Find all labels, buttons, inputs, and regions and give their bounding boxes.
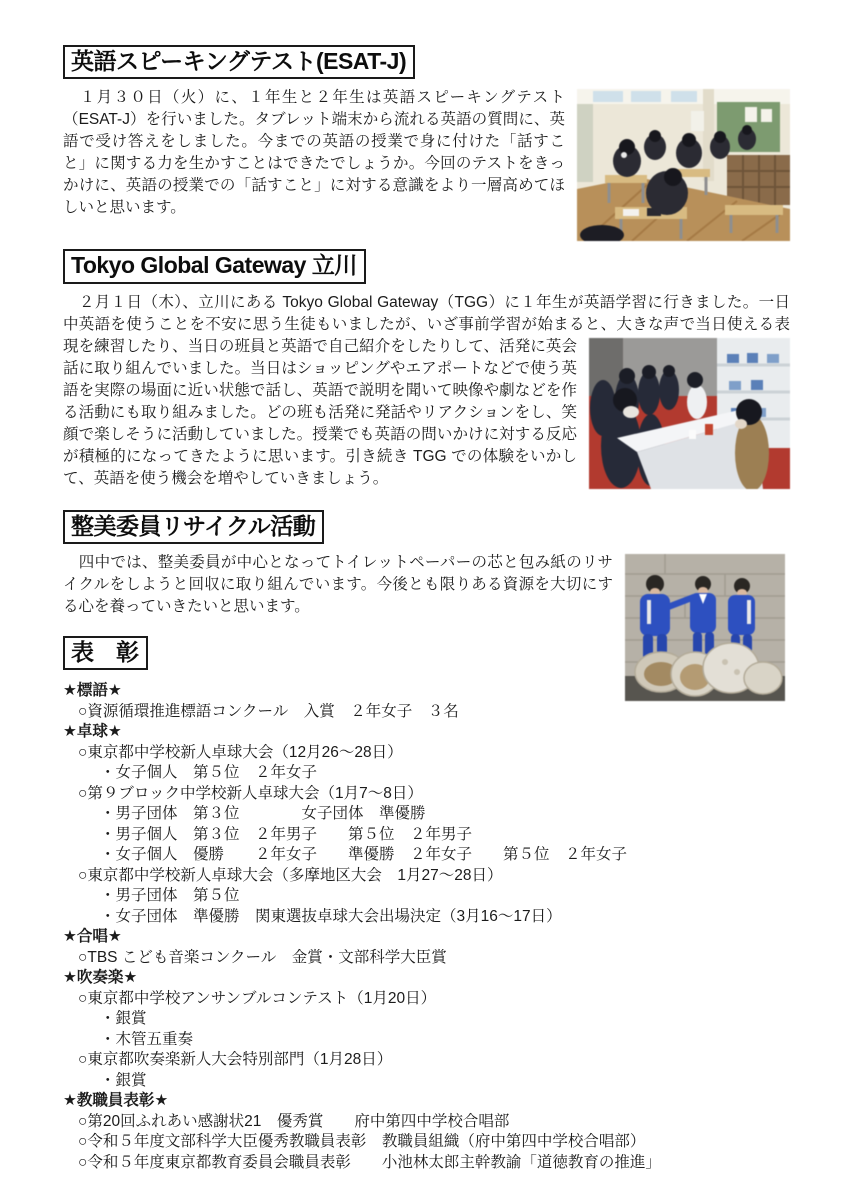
award-line: ○TBS こども音楽コンクール 金賞・文部科学大臣賞 [78,948,447,966]
tgg-paragraph-block [63,292,790,490]
awards-list [63,681,790,1173]
award-line: ○令和５年度東京都教育委員会職員表彰 小池林太郎主幹教諭「道徳教育の推進」 [78,1153,661,1171]
tgg-paragraph-rest: 班員と英語で自己紹介をしたりして、活発に英会話に取り組んでいました。当日はショッピングやエアポートなどで使う英語を実際の場面に近い状態で話し、英語で説明を聞いて映像や劇などを作る活動にも取り組みました。どの班も活発に発話やリアクションをし、笑顔で楽しそうに活動していました。授業でも英語の問いかけに対する反応が積極的になってきたように思います。引き続き TGG での体験をいかして、英語を使う機会を増やしていきましょう。 [63,337,577,487]
section-title-recycle: 整美委員リサイクル活動 [63,510,324,544]
award-line: ○第９ブロック中学校新人卓球大会（1月7～8日） [78,784,423,802]
award-line: ○東京都中学校新人卓球大会（12月26～28日） [78,743,403,761]
esatj-paragraph: １月３０日（火）に、１年生と２年生は英語スピーキングテスト（ESAT-J）を行いました。タブレット端末から流れる英語の質問に、英語で受け答えをしました。今までの英語の授業で身に付けた「話すこと」に関する力を生かすことはできたでしょうか。今回のテストをきっかけに、英語の授業での「話すこと」に対する意識をより一層高めてほしいと思います。 [63,89,565,217]
award-line: ★合唱★ [63,928,122,946]
award-line: ・男子個人 第３位 ２年男子 第５位 ２年男子 [100,825,473,843]
award-line: ・女子団体 準優勝 関東選抜卓球大会出場決定（3月16～17日） [100,907,562,925]
award-line: ○東京都中学校新人卓球大会（多摩地区大会 1月27～28日） [78,866,503,884]
award-line: ・女子個人 優勝 ２年女子 準優勝 ２年女子 第５位 ２年女子 [100,846,628,864]
award-line: ○令和５年度文部科学大臣優秀教職員表彰 教職員組織（府中第四中学校合唱部） [78,1133,646,1151]
award-line: ・女子個人 第５位 ２年女子 [100,764,318,782]
award-line: ・男子団体 第３位 女子団体 準優勝 [100,805,426,823]
classroom-test-photo [577,89,790,241]
esatj-paragraph-block [63,87,790,219]
award-line: ★吹奏楽★ [63,969,138,987]
recycle-activity-photo [625,554,785,701]
award-line: ・銀賞 [100,1010,147,1028]
recycle-paragraph-block [63,552,790,618]
tgg-paragraph-start: ２月１日（木）、立川にある Tokyo Global Gateway（TGG）に１年生が英語学習に行きました。一日中英語を使うことを不安に思う生徒もいましたが、いざ事前学習が始まると、大きな声で当日使える表現を練習したり、当日の [63,293,790,355]
award-line: ★卓球★ [63,723,122,741]
award-line: ・木管五重奏 [100,1030,194,1048]
award-line: ★標語★ [63,682,122,700]
award-line: ・男子団体 第５位 [100,887,240,905]
award-line: ・銀賞 [100,1071,147,1089]
section-title-awards: 表 彰 [63,636,148,670]
award-line: ○第20回ふれあい感謝状21 優秀賞 府中第四中学校合唱部 [78,1112,510,1130]
award-line: ○東京都中学校アンサンブルコンテスト（1月20日） [78,989,437,1007]
award-line: ○東京都吹奏楽新人大会特別部門（1月28日） [78,1051,393,1069]
section-title-esatj: 英語スピーキングテスト(ESAT-J) [63,45,415,79]
award-line: ★教職員表彰★ [63,1092,169,1110]
tgg-visit-photo [589,338,790,489]
section-title-tgg: Tokyo Global Gateway 立川 [63,249,366,283]
award-line: ○資源循環推進標語コンクール 入賞 ２年女子 ３名 [78,702,459,720]
recycle-paragraph: 四中では、整美委員が中心となってトイレットペーパーの芯と包み紙のリサイクルをしようと回収に取り組んでいます。今後とも限りある資源を大切にする心を養っていきたいと思います。 [63,553,613,615]
